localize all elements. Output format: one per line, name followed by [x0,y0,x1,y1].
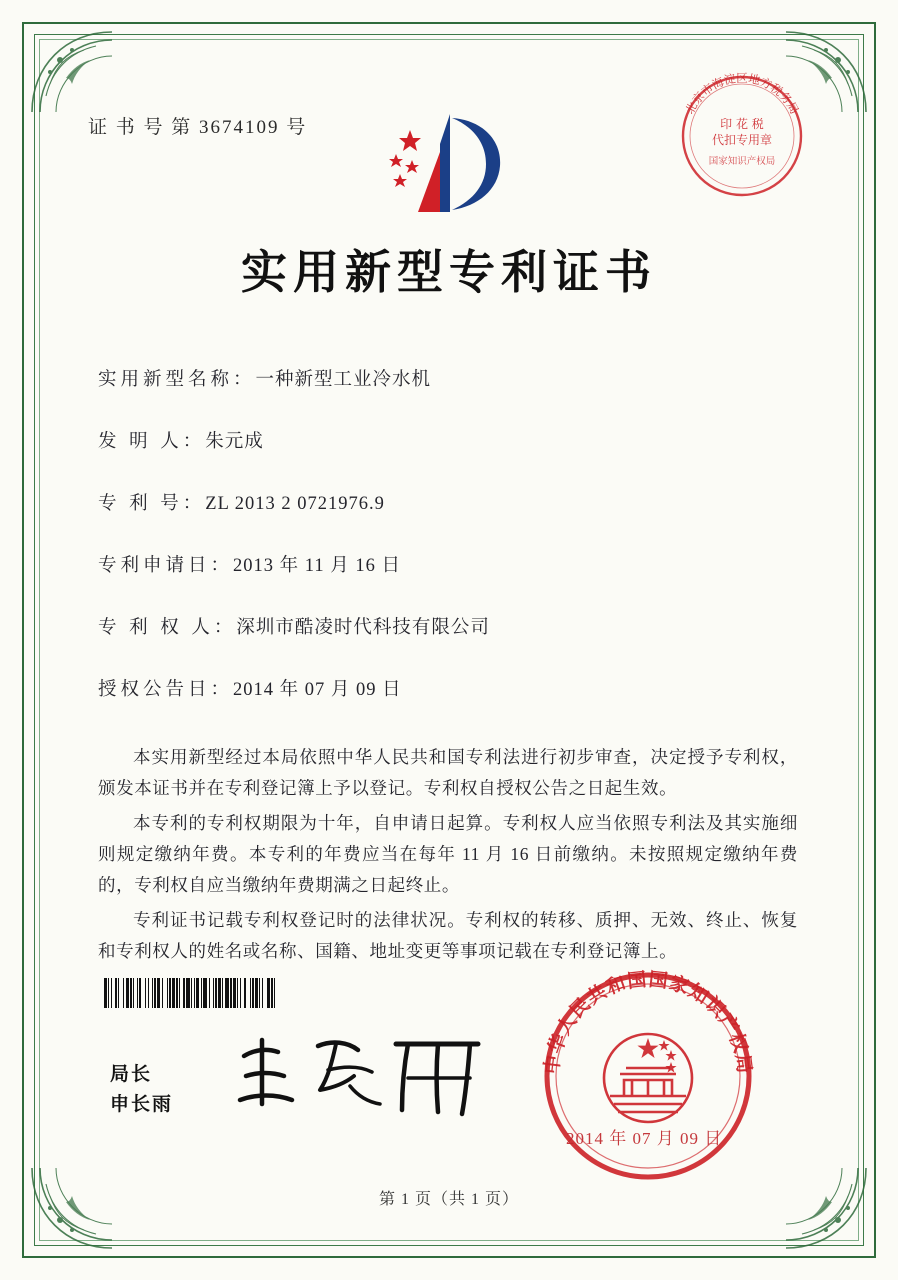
certificate-body [98,742,798,971]
field-label: 专利申请日： [98,556,234,576]
field-patentee [98,613,798,639]
field-utility-model-name [98,365,798,391]
svg-text:代扣专用章: 代扣专用章 [711,133,773,147]
field-value: 2014 年 07 月 09 日 [233,680,402,700]
signature-name: 申长雨 [110,1094,174,1115]
page-footer: 第 1 页（共 1 页） [378,1191,519,1208]
signature-block [110,1060,173,1120]
corner-ornament-icon [26,26,118,118]
field-patent-number [98,489,798,515]
field-value: 深圳市酷凌时代科技有限公司 [236,618,490,638]
svg-text:北京市海淀区地方税务局: 北京市海淀区地方税务局 [682,72,802,117]
field-value: 2013 年 11 月 16 日 [233,556,401,576]
svg-text:印 花 税: 印 花 税 [720,117,764,131]
field-value: 一种新型工业冷水机 [255,370,432,390]
field-label: 实用新型名称： [98,370,256,390]
field-inventor [98,427,798,453]
seal-date: 2014 年 07 月 09 日 [566,1129,723,1148]
national-seal [540,968,756,1184]
field-grant-announcement-date [98,675,798,701]
tax-stamp-seal [678,72,806,200]
cnipa-logo-icon [378,108,518,220]
page-title: 实用新型专利证书 [241,245,657,299]
svg-text:国家知识产权局: 国家知识产权局 [708,156,776,167]
certificate-number: 证 书 号 第 3674109 号 [88,117,308,138]
body-paragraph: 专利证书记载专利权登记时的法律状况。专利权的转移、质押、无效、终止、恢复和专利权人的姓名或名称、国籍、地址变更等事项记载在专利登记簿上。 [98,910,798,961]
field-value: ZL 2013 2 0721976.9 [205,494,385,514]
field-label: 专 利 号： [98,494,206,514]
certificate-fields [98,365,798,737]
barcode-bar [275,978,278,1008]
signature-role: 局长 [110,1064,153,1085]
field-label: 发 明 人： [98,432,206,452]
barcode [104,978,356,1008]
body-paragraph: 本专利的专利权期限为十年，自申请日起算。专利权人应当依照专利法及其实施细则规定缴纳年费。本专利的年费应当在每年 11 月 16 日前缴纳。未按照规定缴纳年费的，专利权自应当缴纳年费期满之日起终止。 [98,813,798,895]
body-paragraph: 本实用新型经过本局依照中华人民共和国专利法进行初步审查，决定授予专利权，颁发本证书并在专利登记簿上予以登记。专利权自授权公告之日起生效。 [98,747,798,798]
field-application-date [98,551,798,577]
field-label: 专 利 权 人： [98,618,237,638]
handwritten-signature-icon [232,1026,492,1126]
field-label: 授权公告日： [98,680,234,700]
field-value: 朱元成 [205,432,264,452]
svg-text:中华人民共和国国家知识产权局: 中华人民共和国国家知识产权局 [540,968,756,1076]
